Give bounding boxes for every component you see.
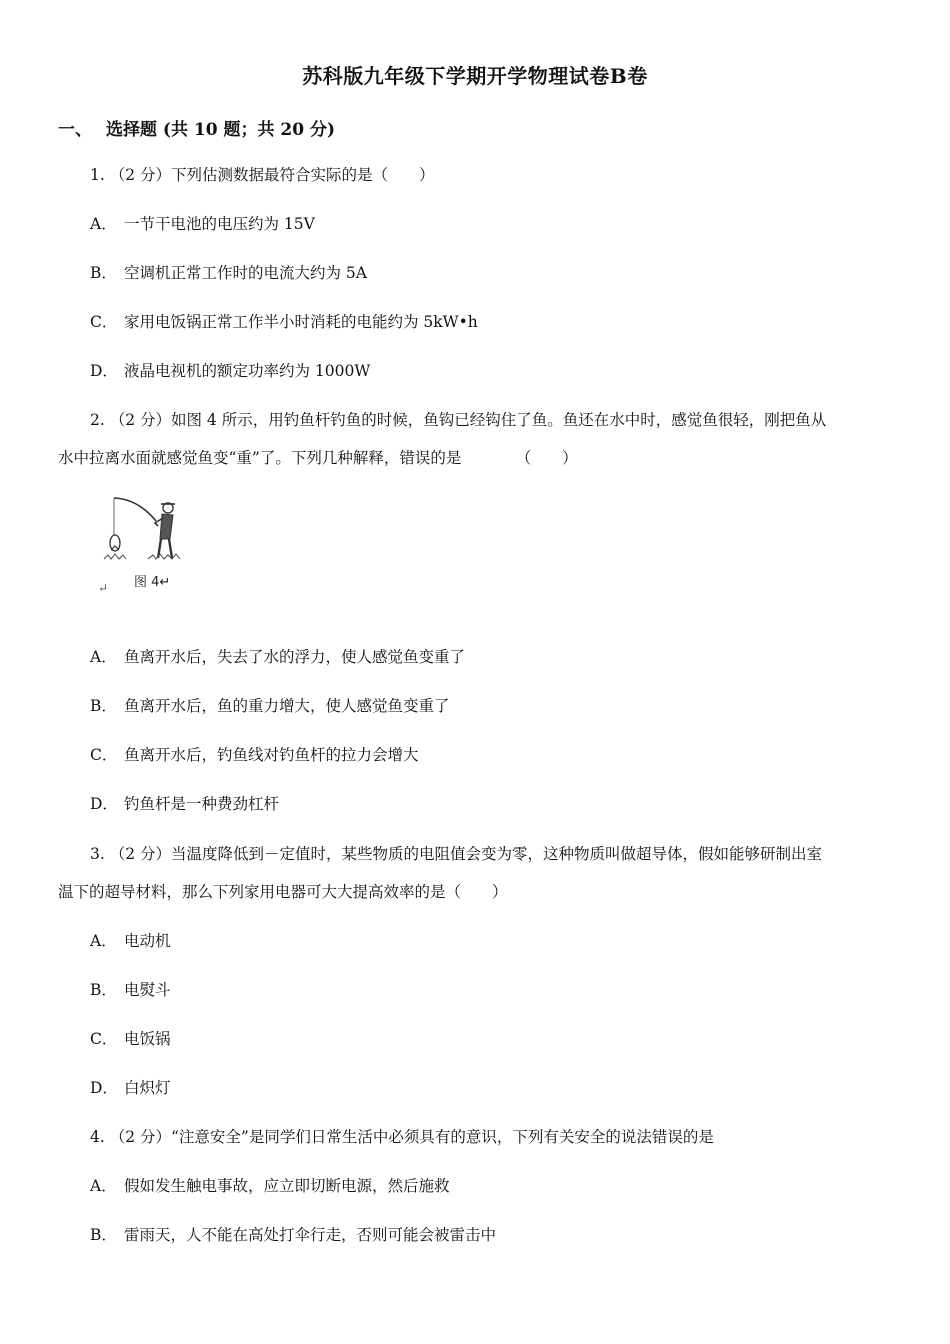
question-1-option-d (90, 361, 370, 381)
option-text: 电动机 (124, 932, 171, 950)
option-letter: B． (90, 981, 117, 999)
option-text: 鱼离开水后，失去了水的浮力，使人感觉鱼变重了 (124, 648, 466, 666)
figure-caption: 图 4↵ (134, 575, 171, 590)
option-letter: A． (90, 648, 117, 666)
question-2-option-d (90, 794, 279, 814)
question-2-option-c (90, 745, 419, 765)
question-3-option-a (90, 931, 171, 951)
option-text: 液晶电视机的额定功率约为 1000W (124, 362, 371, 380)
fishing-illustration (98, 493, 188, 573)
option-text: 电饭锅 (124, 1030, 171, 1048)
question-4-stem: 4. （2 分）“注意安全”是同学们日常生活中必须具有的意识，下列有关安全的说法错误的是 (90, 1128, 714, 1146)
section-label: 选择题 (共 10 题；共 20 分) (106, 120, 335, 140)
question-2-option-b (90, 696, 450, 716)
question-1-option-c (90, 312, 478, 332)
option-letter: B． (90, 264, 117, 282)
fishing-figure (98, 493, 188, 598)
page-title: 苏科版九年级下学期开学物理试卷B卷 (302, 64, 648, 88)
question-3-option-b (90, 980, 171, 1000)
option-letter: B． (90, 697, 117, 715)
question-1-stem: 1. （2 分）下列估测数据最符合实际的是（ ） (90, 166, 435, 184)
question-3-option-c (90, 1029, 171, 1049)
option-letter: C． (90, 1030, 118, 1048)
option-text: 假如发生触电事故，应立即切断电源，然后施救 (124, 1177, 450, 1195)
option-text: 空调机正常工作时的电流大约为 5A (124, 264, 367, 282)
option-letter: A． (90, 1177, 117, 1195)
section-number: 一、 (58, 120, 92, 140)
option-letter: C． (90, 313, 118, 331)
question-1-option-b (90, 263, 367, 283)
question-2-stem: 2. （2 分）如图 4 所示，用钓鱼杆钓鱼的时候，鱼钩已经钩住了鱼。鱼还在水中时，感觉鱼很轻，刚把鱼从 (90, 411, 827, 429)
option-letter: C． (90, 746, 118, 764)
option-letter: A． (90, 215, 117, 233)
question-2-option-a (90, 647, 465, 667)
section-heading (58, 115, 335, 140)
question-2-stem-cont: 水中拉离水面就感觉鱼变“重”了。下列几种解释，错误的是 （ ） (58, 449, 578, 467)
option-text: 鱼离开水后，钓鱼线对钓鱼杆的拉力会增大 (124, 746, 419, 764)
question-3-stem-cont: 温下的超导材料，那么下列家用电器可大大提高效率的是（ ） (58, 883, 508, 901)
option-text: 一节干电池的电压约为 15V (124, 215, 315, 233)
option-text: 电熨斗 (124, 981, 171, 999)
option-letter: D． (90, 795, 118, 813)
option-text: 家用电饭锅正常工作半小时消耗的电能约为 5kW•h (124, 313, 478, 331)
option-letter: D． (90, 362, 118, 380)
option-letter: D． (90, 1079, 118, 1097)
option-text: 雷雨天，人不能在高处打伞行走，否则可能会被雷击中 (124, 1226, 497, 1244)
question-3-stem: 3. （2 分）当温度降低到－定值时，某些物质的电阻值会变为零，这种物质叫做超导体，假如能够研制出室 (90, 845, 823, 863)
question-1-option-a (90, 214, 315, 234)
option-letter: A． (90, 932, 117, 950)
question-4-option-b (90, 1225, 496, 1245)
option-text: 白炽灯 (124, 1079, 171, 1097)
option-text: 鱼离开水后，鱼的重力增大，使人感觉鱼变重了 (124, 697, 450, 715)
return-mark: ↵ (98, 581, 109, 595)
question-3-option-d (90, 1078, 171, 1098)
option-text: 钓鱼杆是一种费劲杠杆 (124, 795, 280, 813)
question-4-option-a (90, 1176, 450, 1196)
option-letter: B． (90, 1226, 117, 1244)
